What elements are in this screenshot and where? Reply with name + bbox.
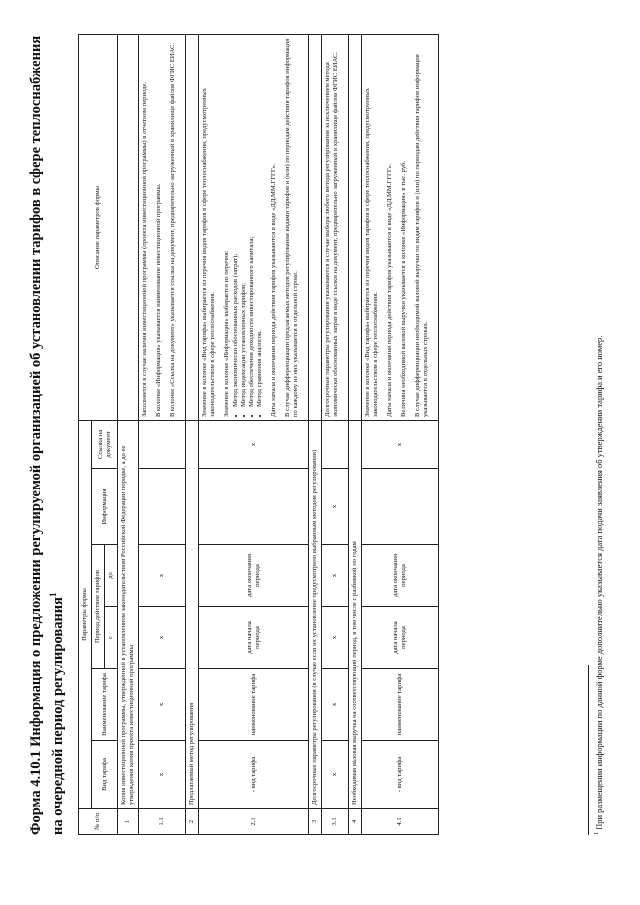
- section-text: Долгосрочные параметры регулирования (в случае если их установление предусмотрено выбранным методом регулирования): [309, 421, 322, 809]
- cell-name: x: [139, 669, 186, 741]
- footnote-text: При размещении информации по данной форме дополнительно указывается дата подачи заявления об утверждении тарифа и его номер.: [594, 335, 604, 830]
- method-list-item: • Метод сравнения аналогов.: [256, 38, 264, 407]
- cell-to: дата окончания периода: [199, 545, 309, 607]
- cell-link: x: [199, 421, 309, 469]
- desc-paragraph: В колонке «Ссылка на документ» указывается ссылка на документ, предварительно загруженный в хранилище файлов ФГИС ЕИАС.: [169, 42, 176, 417]
- cell-to: x: [322, 545, 349, 607]
- section-row-3: [309, 35, 322, 835]
- col-type-header: Вид тарифа: [92, 741, 118, 809]
- col-desc-header: Описание параметров формы: [79, 35, 118, 421]
- cell-info: x: [322, 469, 349, 545]
- section-text: Предлагаемый метод регулирования: [186, 421, 199, 809]
- desc-paragraph: Даты начала и окончания периода действия тарифов указываются в виде «ДД.ММ.ГГГГ».: [386, 163, 393, 417]
- cell-link: [139, 421, 186, 469]
- cell-from: x: [322, 607, 349, 669]
- desc-paragraph: В случае дифференциации необходимой валовой выручки по видам тарифов и (или) по периодам действия тарифов информация указывается в отдельных строках.: [414, 54, 429, 417]
- row-num: 1.1: [139, 809, 186, 835]
- col-to-header: до: [105, 545, 118, 607]
- col-name-header: Наименование тарифа: [92, 669, 118, 741]
- footnote-mark: 1: [594, 832, 601, 835]
- method-list-item: • Метод обеспечения доходности инвестированного капитала;: [248, 38, 256, 407]
- row-3-1: [322, 35, 349, 835]
- section-row-2: [186, 35, 199, 835]
- desc-paragraph: Долгосрочные параметры регулирования указываются в случае выбора любого метода регулирования за исключением метода экономически обоснованных затрат в виде ссылки на документ, предварительно загруженный в хранилище файлов ФГИС ЕИАС.: [324, 51, 339, 417]
- row-num: 1: [118, 809, 139, 835]
- cell-description: [362, 35, 439, 421]
- desc-paragraph: Даты начала и окончания периода действия тарифов указываются в виде «ДД.ММ.ГГГГ».: [270, 163, 277, 417]
- cell-type: - вид тарифа: [362, 741, 439, 809]
- row-1-1: [139, 35, 186, 835]
- row-num: 2: [186, 809, 199, 835]
- col-from-header: с: [105, 607, 118, 669]
- method-list-item: • Метод экономически обоснованных расходов (затрат);: [232, 38, 240, 407]
- col-params-header: Параметры формы: [79, 421, 92, 809]
- cell-name: x: [322, 669, 349, 741]
- desc-paragraph: Значение в колонке «Вид тарифа» выбирается из перечня видов тарифов в сфере теплоснабжения, предусмотренных законодательством в сфере теплоснабжения.: [201, 88, 216, 417]
- cell-from: x: [139, 607, 186, 669]
- desc-paragraph: Значение в колонке «Информация» выбирается из перечня:: [223, 250, 230, 417]
- row-num: 3.1: [322, 809, 349, 835]
- col-info-header: Информация: [92, 469, 118, 545]
- cell-type: x: [139, 741, 186, 809]
- empty-cell: [186, 35, 199, 421]
- desc-paragraph: Величина необходимой валовой выручки указывается в колонке «Информация» в тыс. руб.: [400, 160, 407, 417]
- row-num: 4: [349, 809, 362, 835]
- cell-from: дата начала периода: [362, 607, 439, 669]
- cell-description: [139, 35, 186, 421]
- row-num: 4.1: [362, 809, 439, 835]
- method-list-item: • Метод индексации установленных тарифов;: [240, 38, 248, 407]
- form-title: Форма 4.10.1 Информация о предложении регулируемой организацией об установлении тарифов в сфере теплоснабжения на очередной период регулирования$^1$: [28, 35, 66, 835]
- cell-to: дата окончания периода: [362, 545, 439, 607]
- empty-cell: [118, 35, 139, 421]
- desc-paragraph: В случае дифференциации предлагаемых методов регулирования видами тарифов и (или) по периодам действия тарифов информация по каждому из них указывается в отдельной строке.: [284, 38, 299, 417]
- col-num-header: № п/п: [79, 809, 118, 835]
- desc-paragraph: Заполняется в случае наличия инвестиционной программы (проекта инвестиционной программы) в отчетном периоде.: [141, 81, 148, 417]
- cell-link: [322, 421, 349, 469]
- footnote-divider: [588, 665, 589, 835]
- col-link-header: Ссылка на документ: [92, 421, 118, 469]
- title-footnote-mark: 1: [48, 592, 58, 597]
- header-row-1: [79, 35, 92, 835]
- cell-info: [139, 469, 186, 545]
- desc-paragraph: В колонке «Информация» указывается наименование инвестиционной программы.: [155, 183, 162, 417]
- cell-type: - вид тарифа: [199, 741, 309, 809]
- section-row-4: [349, 35, 362, 835]
- section-row-1: [118, 35, 139, 835]
- cell-description: [322, 35, 349, 421]
- cell-description: [199, 35, 309, 421]
- section-text: Необходимая валовая выручка на соответствующий период, в том числе с разбивкой по годам: [349, 421, 362, 809]
- cell-type: x: [322, 741, 349, 809]
- cell-info: [362, 469, 439, 545]
- method-list: [232, 38, 264, 417]
- cell-name: наименование тарифа: [362, 669, 439, 741]
- empty-cell: [309, 35, 322, 421]
- footnote: [594, 35, 604, 835]
- cell-link: x: [362, 421, 439, 469]
- section-text: Копия инвестиционной программы, утвержденной в установленном законодательством Российской Федерации порядке, а до ее утверждения копия проекта инвестиционной программы: [118, 421, 139, 809]
- col-period-header: Период действия тарифов: [92, 545, 105, 669]
- cell-from: дата начала периода: [199, 607, 309, 669]
- row-num: 3: [309, 809, 322, 835]
- cell-name: наименование тарифа: [199, 669, 309, 741]
- form-table: [78, 34, 439, 835]
- cell-to: x: [139, 545, 186, 607]
- cell-info: [199, 469, 309, 545]
- row-2-1: [199, 35, 309, 835]
- row-4-1: [362, 35, 439, 835]
- row-num: 2.1: [199, 809, 309, 835]
- desc-paragraph: Значение в колонке «Вид тарифа» выбирается из перечня видов тарифов в сфере теплоснабжения, предусмотренных законодательством в сфере теплоснабжения.: [364, 88, 379, 417]
- empty-cell: [349, 35, 362, 421]
